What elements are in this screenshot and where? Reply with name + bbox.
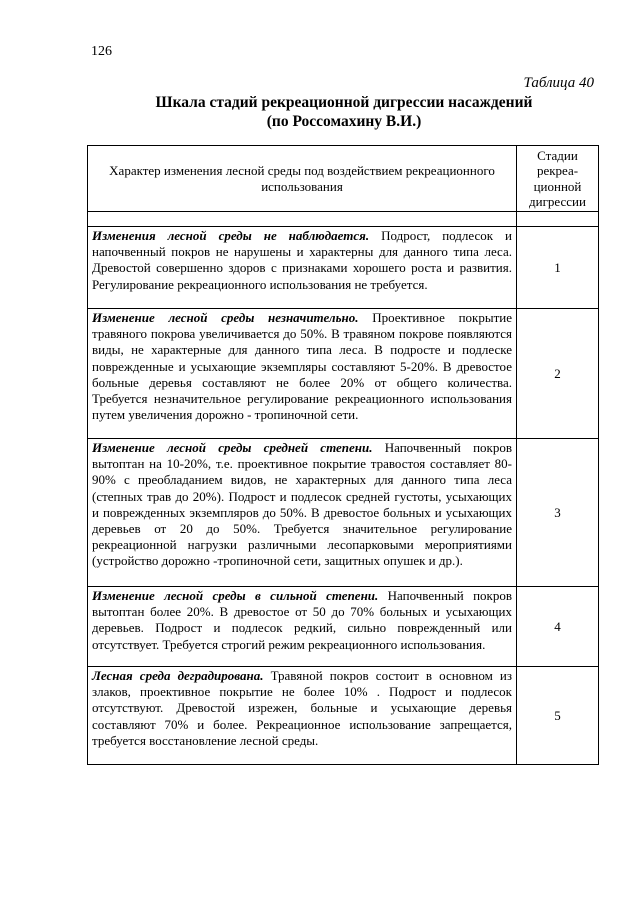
table-spacer-row <box>88 212 599 227</box>
row-description <box>88 309 517 439</box>
row-stage: 1 <box>517 227 599 309</box>
row-description <box>88 667 517 765</box>
row-stage: 4 <box>517 587 599 667</box>
row-text: Напочвенный покров вытоптан на 10-20%, т.е. проективное покрытие травостоя составляет 80-90% с преобладанием видов, не характерных для данного типа леса (степных трав до 20%). Подрост и подлесок средней густоты, усыхающих и поврежденных экземпляров до 50%. В древостое больных и усыхающих деревьев от 20 до 50%. Требуется значительное регулирование рекреационной нагрузки различными лесопарковыми мероприятиями (устройство дорожно -тропиночной сети, защитных опушек и др.). <box>92 440 512 569</box>
row-lead: Изменения лесной среды не наблюдается. <box>92 228 370 243</box>
table-header-row <box>88 146 599 212</box>
table-row <box>88 667 599 765</box>
row-text: Травяной покров состоит в основном из злаков, проективное покрытие не более 10% . Подрост и подлесок отсутствуют. Древостой изрежен, больные и усыхающие деревья составляют 70% и более. Рекреационное использование запрещается, требуется восстановление лесной среды. <box>92 668 512 748</box>
table-row <box>88 309 599 439</box>
row-lead: Изменение лесной среды в сильной степени. <box>92 588 379 603</box>
row-text: Напочвенный покров вытоптан более 20%. В древостое от 50 до 70% больных и усыхающих деревьев. Подрост и подлесок редкий, сильно поврежденный или отсутствует. Требуется строгий режим рекреационного использования. <box>92 588 512 652</box>
row-description <box>88 227 517 309</box>
row-description <box>88 587 517 667</box>
page-title <box>0 93 640 131</box>
row-lead: Изменение лесной среды средней степени. <box>92 440 373 455</box>
row-text: Проективное покрытие травяного покрова увеличивается до 50%. В травяном покрове появляются виды, не характерные для данного типа леса. В подросте и подлеске поврежденные и усыхающие экземпляры составляют 5-20%. В древостое больные деревья составляют не более 20% от общего количества. Требуется незначительное регулирование рекреационного использования путем увеличения дорожно - тропиночной сети. <box>92 310 512 423</box>
table-row <box>88 587 599 667</box>
row-description <box>88 439 517 587</box>
title-line-2: (по Россомахину В.И.) <box>266 113 422 130</box>
row-text: Подрост, подлесок и напочвенный покров не нарушены и характерны для данного типа леса. Древостой совершенно здоров с признаками хорошего роста и развития. Регулирование рекреационного использования не требуется. <box>92 228 512 292</box>
table-caption: Таблица 40 <box>523 75 594 91</box>
row-lead: Лесная среда деградирована. <box>92 668 264 683</box>
row-stage: 3 <box>517 439 599 587</box>
header-stage: Стадии рекреа-ционной дигрессии <box>517 146 599 212</box>
table-row <box>88 227 599 309</box>
table-row <box>88 439 599 587</box>
page-number: 126 <box>91 44 112 59</box>
title-line-1: Шкала стадий рекреационной дигрессии насаждений <box>155 94 533 111</box>
header-character: Характер изменения лесной среды под воздействием рекреационного использования <box>88 146 517 212</box>
row-lead: Изменение лесной среды незначительно. <box>92 310 359 325</box>
row-stage: 5 <box>517 667 599 765</box>
digression-table <box>87 145 599 765</box>
row-stage: 2 <box>517 309 599 439</box>
